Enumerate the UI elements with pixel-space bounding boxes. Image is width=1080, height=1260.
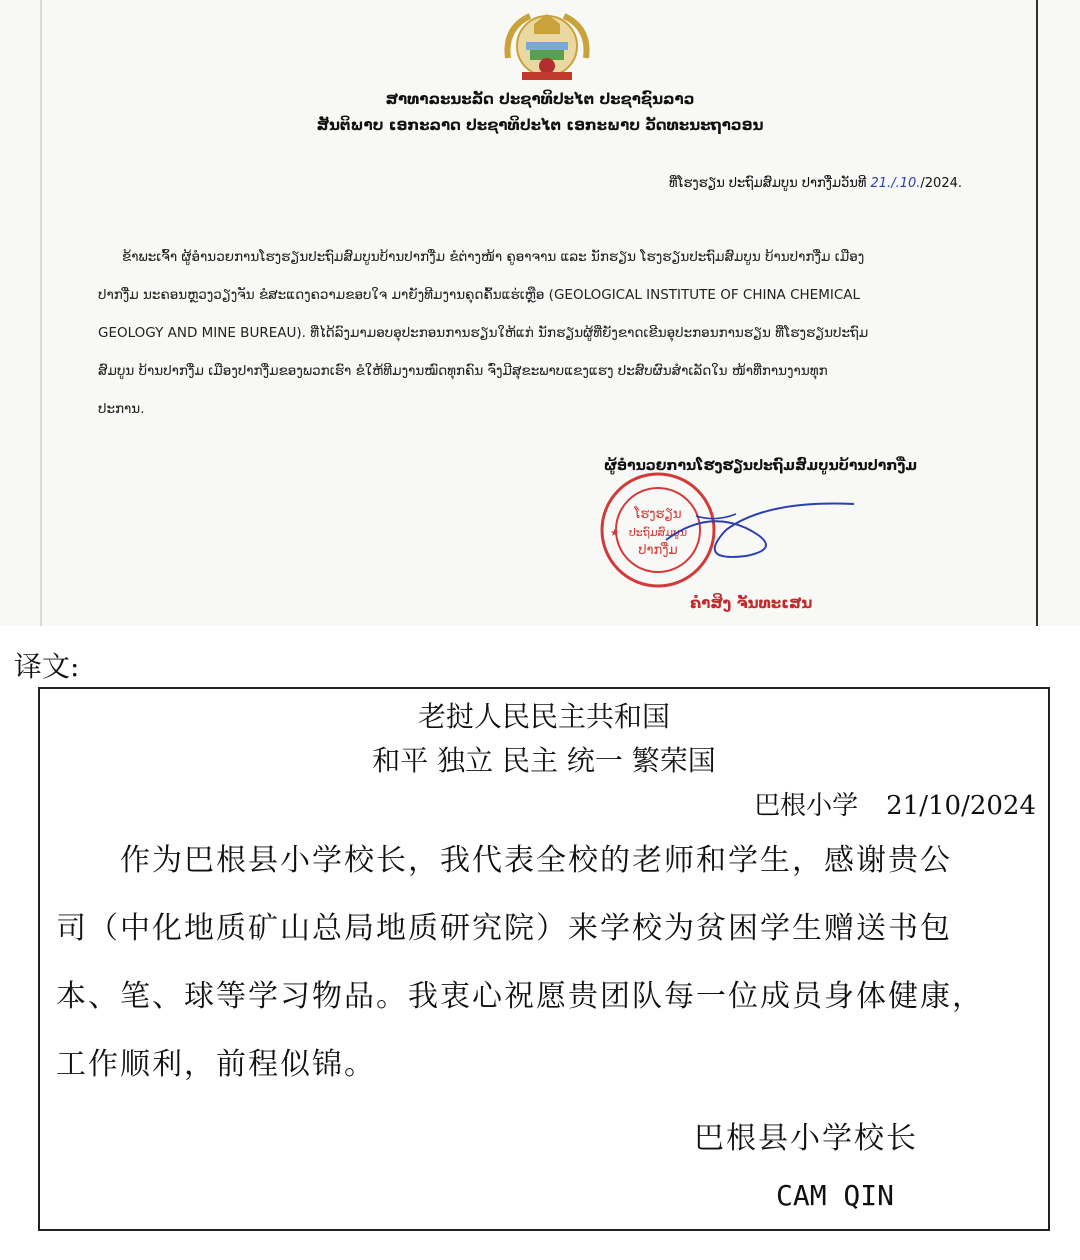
translation-body-line: 司（中化地质矿山总局地质研究院）来学校为贫困学生赠送书包: [56, 911, 952, 946]
lao-body-line: ສົມບູນ ບ້ານປາກງື່ມ ເມືອງປາກງື່ມຂອງພວກເຮົາ ຂໍໃຫ້ທີມງານໝົດທຸກຄົນ ຈົ່ງມີສຸຂະພາບແຂງແຮງ ປະສົບຜົນສຳເລັດໃນ ໜ້າທີ່ການງານທຸກ: [98, 363, 828, 379]
lao-signature-title: ຜູ້ອຳນວຍການໂຮງຮຽນປະຖົມສົມບູນບ້ານປາກງື່ມ: [604, 458, 918, 474]
translation-signer: CAM QIN: [776, 1179, 895, 1212]
translation-box: [38, 687, 1050, 1231]
lao-date-year: /2024.: [920, 176, 962, 191]
lao-header-motto: ສັນຕິພາບ ເອກະລາດ ປະຊາທິປະໄຕ ເອກະພາບ ວັດທະນະຖາວອນ: [316, 116, 764, 134]
scanned-letter: [0, 0, 1080, 626]
translation-title-country: 老挝人民民主共和国: [417, 700, 670, 733]
lao-date-prefix: ທີ່ໂຮງຮຽນ ປະຖົມສົມບູນ ປາກງື່ມວັນທີ: [669, 176, 867, 191]
lao-body-line: ປະການ.: [98, 401, 145, 417]
lao-header-country: ສາທາລະນະລັດ ປະຊາທິປະໄຕ ປະຊາຊົນລາວ: [385, 90, 695, 108]
translation-date: 21/10/2024: [886, 791, 1036, 821]
stamp-text-line: ປາກງື່ມ: [638, 543, 678, 558]
lao-date-line: [669, 176, 962, 191]
stamp-text-line: ໂຮງຮຽນ: [634, 507, 682, 522]
translation-date-line: [754, 785, 1036, 822]
translation-title-motto: 和平 独立 民主 统一 繁荣国: [372, 744, 716, 777]
translation-school: 巴根小学: [754, 791, 859, 821]
lao-body-line: GEOLOGY AND MINE BUREAU). ທີ່ໄດ້ລົງມາມອບອຸປະກອນການຮຽນໃຫ້ແກ່ ນັກຮຽນຜູ້ທີ່ຍັງຂາດເຂີນອຸປະກອນການຮຽນ ທີ່ໂຮງຮຽນປະຖົມ: [98, 325, 869, 341]
stamp-icon: [596, 470, 866, 590]
handwritten-signature-icon: [666, 504, 854, 557]
translation-body-line: 本、笔、球等学习物品。我衷心祝愿贵团队每一位成员身体健康，: [56, 979, 984, 1014]
stamp-text-line: ປະຖົມສົມບູນ: [628, 526, 688, 539]
lao-date-handwritten: 21./.10.: [870, 176, 921, 191]
translation-body-line: [56, 827, 1036, 895]
translation-body-text: 作为巴根县小学校长，我代表全校的老师和学生，感谢贵公: [120, 843, 952, 878]
star-icon: ★: [610, 528, 619, 539]
translation-body-line: 工作顺利，前程似锦。: [56, 1047, 376, 1082]
lao-body-line: ຂ້າພະເຈົ້າ ຜູ້ອຳນວຍການໂຮງຮຽນປະຖົມສົມບູນບ້ານປາກງື່ມ ຂໍຕ່າງໜ້າ ຄູອາຈານ ແລະ ນັກຮຽນ ໂຮງຮຽນປະຖົມສົມບູນ ບ້ານປາກງື່ມ ເມືອງ: [122, 249, 865, 265]
lao-national-emblem-icon: [500, 8, 594, 84]
translation-label: 译文:: [14, 650, 80, 683]
lao-signer-name: ຄຳສິງ ຈັນທະເສນ: [690, 594, 813, 612]
translation-signature-title: 巴根县小学校长: [694, 1121, 918, 1156]
lao-body-text: [98, 238, 978, 428]
lao-body-line: ປາກງື່ມ ນະຄອນຫຼວງວຽງຈັນ ຂໍສະແດງຄວາມຂອບໃຈ ມາຍັງທີມງານຄຸດຄົ້ນແຮ່ເຫຼືອ (GEOLOGICAL INSTITUTE OF CHINA CHEMICAL: [98, 287, 861, 303]
school-stamp-and-signature: [596, 470, 866, 590]
translation-body: [56, 827, 1036, 1099]
